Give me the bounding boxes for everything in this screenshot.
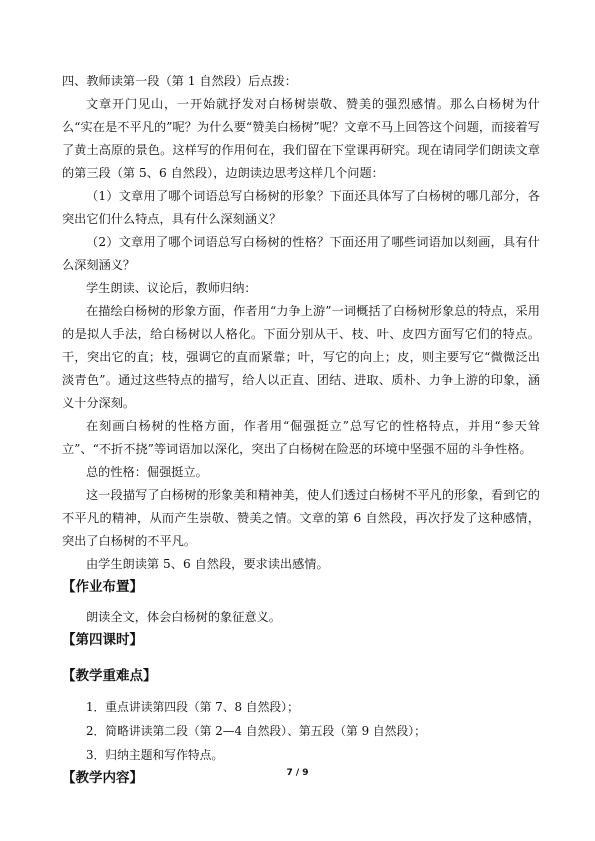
teaching-content-heading: 【教学内容】 <box>62 770 143 786</box>
page-number: 7 / 9 <box>286 768 309 778</box>
paragraph-character: 在刻画白杨树的性格方面，作者用“倔强挺立”总写它的性格特点，并用“参天耸立”、“不折不挠”等词语加以深化，突出了白杨树在险恶的环境中坚强不屈的斗争性格。 <box>62 419 540 456</box>
question-2: （2）文章用了哪个词语总写白杨树的性格？下面还用了哪些词语加以刻画，具有什么深刻涵义？ <box>62 235 540 272</box>
keypoint-item: 1．重点讲读第四段（第 7、8 自然段）； <box>86 700 299 714</box>
question-1: （1）文章用了哪个词语总写白杨树的形象？下面还具体写了白杨树的哪几部分，各突出它们什么特点，具有什么深刻涵义？ <box>62 189 540 226</box>
keypoint-item: 2．简略讲读第二段（第 2—4 自然段）、第五段（第 9 自然段）； <box>86 724 426 738</box>
keypoints-heading: 【教学重难点】 <box>62 668 157 684</box>
keypoint-item: 3．归纳主题和写作特点。 <box>86 748 224 762</box>
paragraph-intro: 文章开门见山，一开始就抒发对白杨树崇敬、赞美的强烈感情。那么白杨树为什么“实在是不平凡的”呢？为什么要“赞美白杨树”呢？文章不马上回答这个问题，而接着写了黄土高原的景色。这样写的作用何在，我们留在下堂课再研究。现在请同学们朗读文章的第三段（第 5、6 自然段），边朗读边思考这样几个问题： <box>62 97 540 180</box>
paragraph-reading-task: 由学生朗读第 5、6 自然段，要求读出感情。 <box>86 557 329 571</box>
paragraph-image: 在描绘白杨树的形象方面，作者用“力争上游”一词概括了白杨树形象总的特点，采用的是拟人手法，给白杨树以人格化。下面分别从干、枝、叶、皮四方面写它们的特点。干，突出它的直；枝，强调它的直而紧靠；叶，写它的向上；皮，则主要写它“微微泛出淡青色”。通过这些特点的描写，给人以正直、团结、进取、质朴、力争上游的印象，涵义十分深刻。 <box>62 304 540 410</box>
teacher-summary-intro: 学生朗读、议论后，教师归纳： <box>86 281 257 295</box>
keypoints-list <box>62 695 540 767</box>
document-body <box>62 70 540 789</box>
homework-heading: 【作业布置】 <box>62 579 143 595</box>
homework-text: 朗读全文，体会白杨树的象征意义。 <box>86 610 281 624</box>
section-four-intro: 四、教师读第一段（第 1 自然段）后点拨： <box>62 74 297 88</box>
paragraph-overall-character: 总的性格：倔强挺立。 <box>86 465 208 479</box>
paragraph-summary: 这一段描写了白杨树的形象美和精神美，使人们透过白杨树不平凡的形象，看到它的不平凡的精神，从而产生崇敬、赞美之情。文章的第 6 自然段，再次抒发了这种感情，突出了白杨树的不平凡。 <box>62 488 540 548</box>
lesson-four-heading: 【第四课时】 <box>62 632 143 648</box>
